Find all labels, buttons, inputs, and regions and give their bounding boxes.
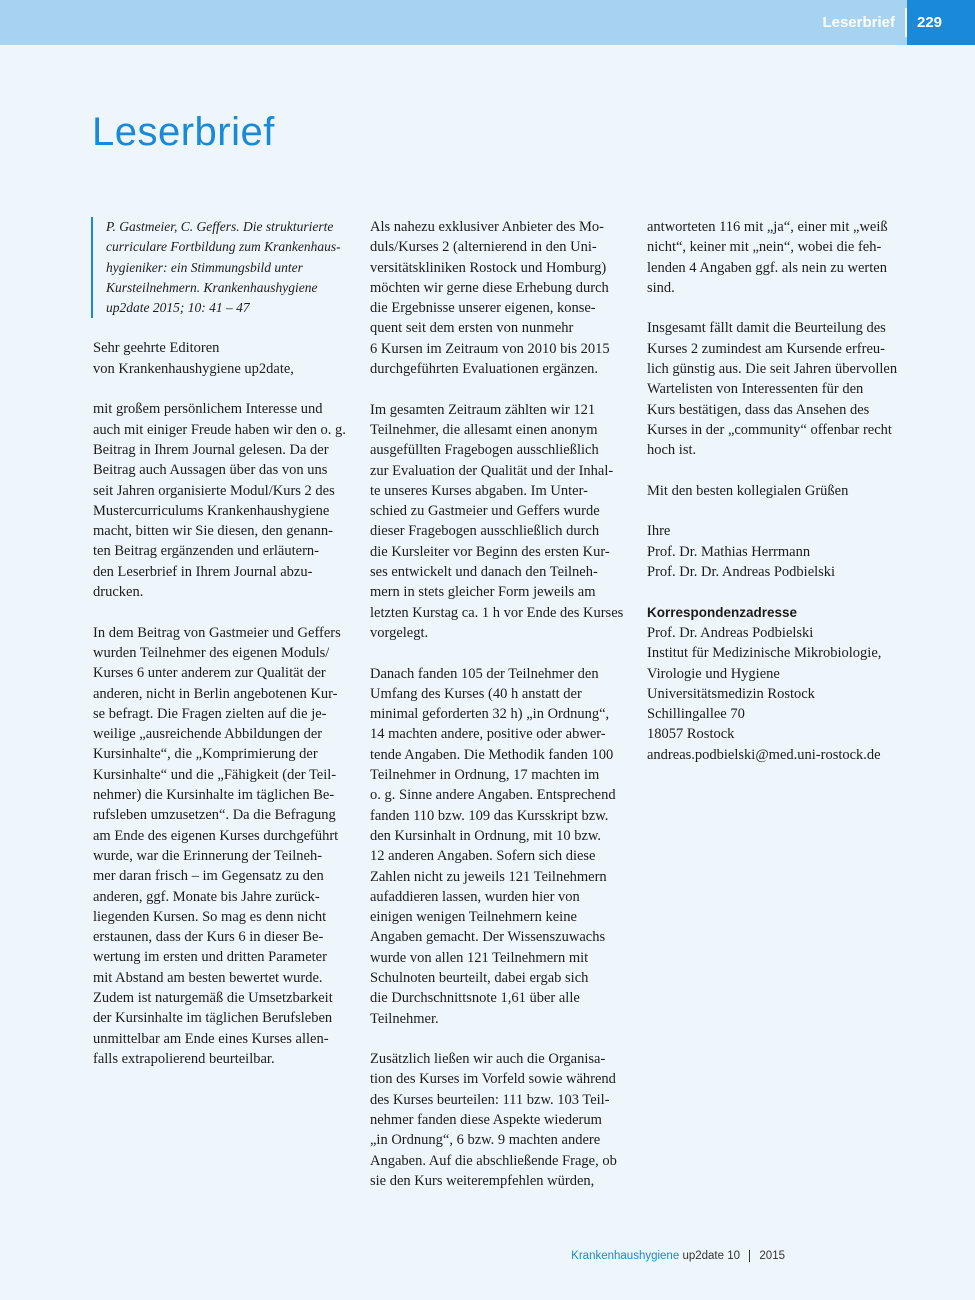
footer-divider	[749, 1250, 750, 1262]
footer	[571, 1250, 785, 1262]
section-label: Leserbrief	[822, 14, 895, 31]
paragraph: Als nahezu exklusiver Anbieter des Mo- duls/Kurses 2 (alternierend in den Uni- versitätskliniken Rostock und Homburg) möchten wir gerne diese Erhebung durch die Ergebnisse unserer eigenen, konse- quent seit dem ersten von nunmehr 6 Kursen im Zeitraum von 2010 bis 2015 durchgeführten Evaluationen ergänzen.	[370, 219, 610, 378]
correspondence-heading: Korrespondenzadresse	[647, 604, 798, 620]
footer-issue: up2date 10	[682, 1250, 740, 1263]
paragraph: antworteten 116 mit „ja“, einer mit „weiß nicht“, keiner mit „nein“, wobei die feh- lenden 4 Angaben ggf. als nein zu werten sind.	[647, 219, 888, 296]
correspondence-address: Prof. Dr. Andreas Podbielski Institut für Medizinische Mikrobiologie, Virologie und Hygiene Universitätsmedizin Rostock Schillingallee 70 18057 Rostock andreas.podbielski@med.uni-rostock.de	[647, 624, 882, 763]
column-3	[647, 217, 909, 785]
paragraph: Danach fanden 105 der Teilnehmer den Umfang des Kurses (40 h anstatt der minimal geforderten 32 h) „in Ordnung“, 14 machten andere, positive oder abwer- tende Angaben. Die Methodik fanden 100 Teilnehmer in Ordnung, 17 machten im o. g. Sinne andere Angaben. Entsprechend fanden 110 bzw. 109 das Kursskript bzw. den Kursinhalt in Ordnung, mit 10 bzw. 12 anderen Angaben. Sofern sich diese Zahlen nicht zu jeweils 121 Teilnehmern aufaddieren lassen, wurden hier von einigen wenigen Teilnehmern keine Angaben gemacht. Der Wissenszuwachs wurde von allen 121 Teilnehmern mit Schulnoten beurteilt, dabei ergab sich die Durchschnittsnote 1,61 über alle Teilnehmer.	[370, 665, 616, 1027]
paragraph: mit großem persönlichem Interesse und auch mit einiger Freude haben wir den o. g. Beitrag in Ihrem Journal gelesen. Da der Beitrag auch Aussagen über das von uns seit Jahren organisierte Modul/Kurs 2 des Mustercurriculums Krankenhaushygiene macht, bitten wir Sie diesen, den genann- ten Beitrag ergänzenden und erläutern- den Leserbrief in Ihrem Journal abzu- drucken.	[93, 401, 346, 601]
footer-year: 2015	[759, 1250, 785, 1263]
footer-journal: Krankenhaushygiene	[571, 1250, 680, 1263]
signature: Ihre Prof. Dr. Mathias Herrmann Prof. Dr. Dr. Andreas Podbielski	[647, 523, 836, 581]
salutation: Sehr geehrte Editoren von Krankenhaushygiene up2date,	[93, 340, 294, 377]
column-2	[370, 217, 632, 1212]
paragraph: In dem Beitrag von Gastmeier und Geffers wurden Teilnehmer des eigenen Moduls/ Kurses 6 unter anderem zur Qualität der anderen, nicht in Berlin angebotenen Kur- se befragt. Die Fragen zielten auf die je- weilige „ausreichende Abbildungen der Kursinhalte“, die „Komprimierung der Kursinhalte“ und die „Fähigkeit (der Teil- nehmer) die Kursinhalte im täglichen Be- rufsleben umzusetzen“. Da die Befragung am Ende des eigenen Kurses durchgeführt wurde, war die Erinnerung der Teilneh- mer daran frisch – im Gegensatz zu den anderen, ggf. Monate bis Jahre zurück- liegenden Kursen. So mag es denn nicht erstaunen, dass der Kurs 6 in dieser Be- wertung im ersten und dritten Parameter mit Abstand am besten bewertet wurde. Zudem ist naturgemäß die Umsetzbarkeit der Kursinhalte im täglichen Berufsleben unmittelbar am Ende eines Kurses allen- falls extrapolierend beurteilbar.	[93, 624, 341, 1067]
closing: Mit den besten kollegialen Grüßen	[647, 482, 849, 499]
paragraph: Im gesamten Zeitraum zählten wir 121 Teilnehmer, die allesamt einen anonym ausgefüllten Fragebogen ausschließlich zur Evaluation der Qualität und der Inhal- te unseres Kurses abgaben. Im Unter- schied zu Gastmeier und Geffers wurde dieser Fragebogen ausschließlich durch die Kursleiter vor Beginn des ersten Kur- ses entwickelt und danach den Teilneh- mern in stets gleicher Form jeweils am letzten Kurstag ca. 1 h vor Ende des Kurses vorgelegt.	[370, 401, 624, 641]
page-number: 229	[907, 0, 975, 45]
article-reference: P. Gastmeier, C. Geffers. Die strukturierte curriculare Fortbildung zum Krankenhaus- hygieniker: ein Stimmungsbild unter Kursteilnehmern. Krankenhaushygiene up2date 2015; 10: 41 – 47	[91, 217, 355, 318]
page-title: Leserbrief	[92, 110, 275, 154]
column-1	[93, 217, 355, 1089]
paragraph: Insgesamt fällt damit die Beurteilung des Kurses 2 zumindest am Kursende erfreu- lich günstig aus. Die seit Jahren übervollen Wartelisten von Interessenten für den Kurs bestätigen, dass das Ansehen des Kurses in der „community“ offenbar recht hoch ist.	[647, 320, 898, 459]
paragraph: Zusätzlich ließen wir auch die Organisa- tion des Kurses im Vorfeld sowie während des Kurses beurteilen: 111 bzw. 103 Teil- nehmer fanden diese Aspekte wiederum „in Ordnung“, 6 bzw. 9 machten andere Angaben. Auf die abschließende Frage, ob sie den Kurs weiterempfehlen würden,	[370, 1051, 617, 1189]
